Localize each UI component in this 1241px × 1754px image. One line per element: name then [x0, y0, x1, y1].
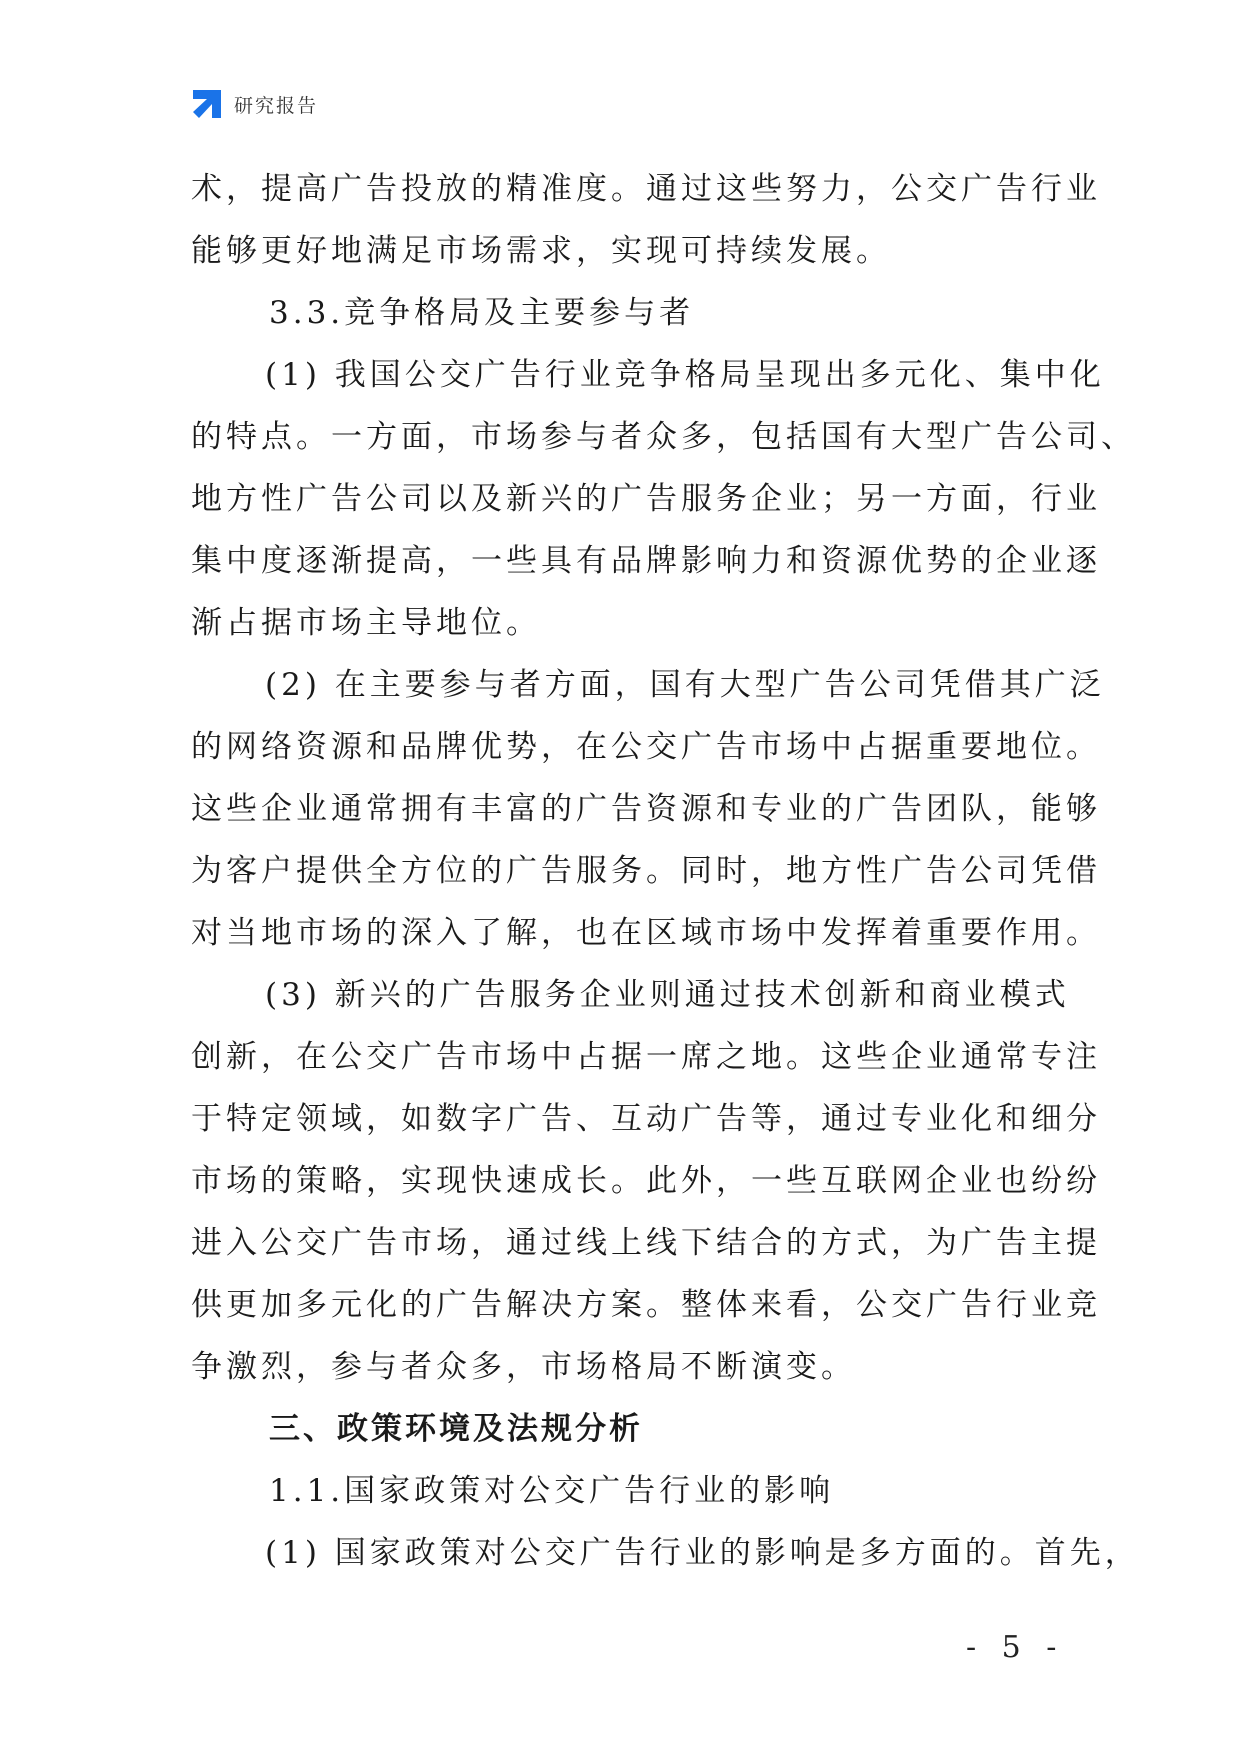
- chapter-heading: 三、政策环境及法规分析: [269, 1411, 643, 1447]
- paragraph-line: 能够更好地满足市场需求，实现可持续发展。: [191, 233, 891, 269]
- section-heading: 1.1.国家政策对公交广告行业的影响: [269, 1473, 835, 1509]
- paragraph-line: 的特点。一方面，市场参与者众多，包括国有大型广告公司、: [191, 419, 1136, 455]
- paragraph-line: 于特定领域，如数字广告、互动广告等，通过专业化和细分: [191, 1101, 1101, 1137]
- paragraph-line: 对当地市场的深入了解，也在区域市场中发挥着重要作用。: [191, 915, 1101, 951]
- paragraph-line: 创新，在公交广告市场中占据一席之地。这些企业通常专注: [191, 1039, 1101, 1075]
- paragraph-line: 供更加多元化的广告解决方案。整体来看，公交广告行业竞: [191, 1287, 1101, 1323]
- paragraph-line: (3) 新兴的广告服务企业则通过技术创新和商业模式: [265, 977, 1070, 1013]
- paragraph-line: 争激烈，参与者众多，市场格局不断演变。: [191, 1349, 856, 1385]
- paragraph-line: 的网络资源和品牌优势，在公交广告市场中占据重要地位。: [191, 729, 1101, 765]
- paragraph-line: 渐占据市场主导地位。: [191, 605, 541, 641]
- paragraph-line: 市场的策略，实现快速成长。此外，一些互联网企业也纷纷: [191, 1163, 1101, 1199]
- paragraph-line: 这些企业通常拥有丰富的广告资源和专业的广告团队，能够: [191, 791, 1101, 827]
- paragraph-line: (2) 在主要参与者方面，国有大型广告公司凭借其广泛: [265, 667, 1105, 703]
- report-logo-icon: [190, 87, 224, 121]
- header-title: 研究报告: [234, 94, 319, 117]
- page-header: [190, 86, 318, 122]
- paragraph-line: 地方性广告公司以及新兴的广告服务企业；另一方面，行业: [191, 481, 1101, 517]
- body-text: [191, 158, 1140, 1584]
- paragraph-line: 为客户提供全方位的广告服务。同时，地方性广告公司凭借: [191, 853, 1101, 889]
- paragraph-line: 集中度逐渐提高，一些具有品牌影响力和资源优势的企业逐: [191, 543, 1101, 579]
- paragraph-line: (1) 我国公交广告行业竞争格局呈现出多元化、集中化: [265, 357, 1105, 393]
- paragraph-line: (1) 国家政策对公交广告行业的影响是多方面的。首先，: [265, 1535, 1140, 1571]
- section-heading: 3.3.竞争格局及主要参与者: [269, 295, 695, 331]
- paragraph-line: 进入公交广告市场，通过线上线下结合的方式，为广告主提: [191, 1225, 1101, 1261]
- paragraph-line: 术，提高广告投放的精准度。通过这些努力，公交广告行业: [191, 171, 1101, 207]
- page-number: - 5 -: [966, 1630, 1065, 1665]
